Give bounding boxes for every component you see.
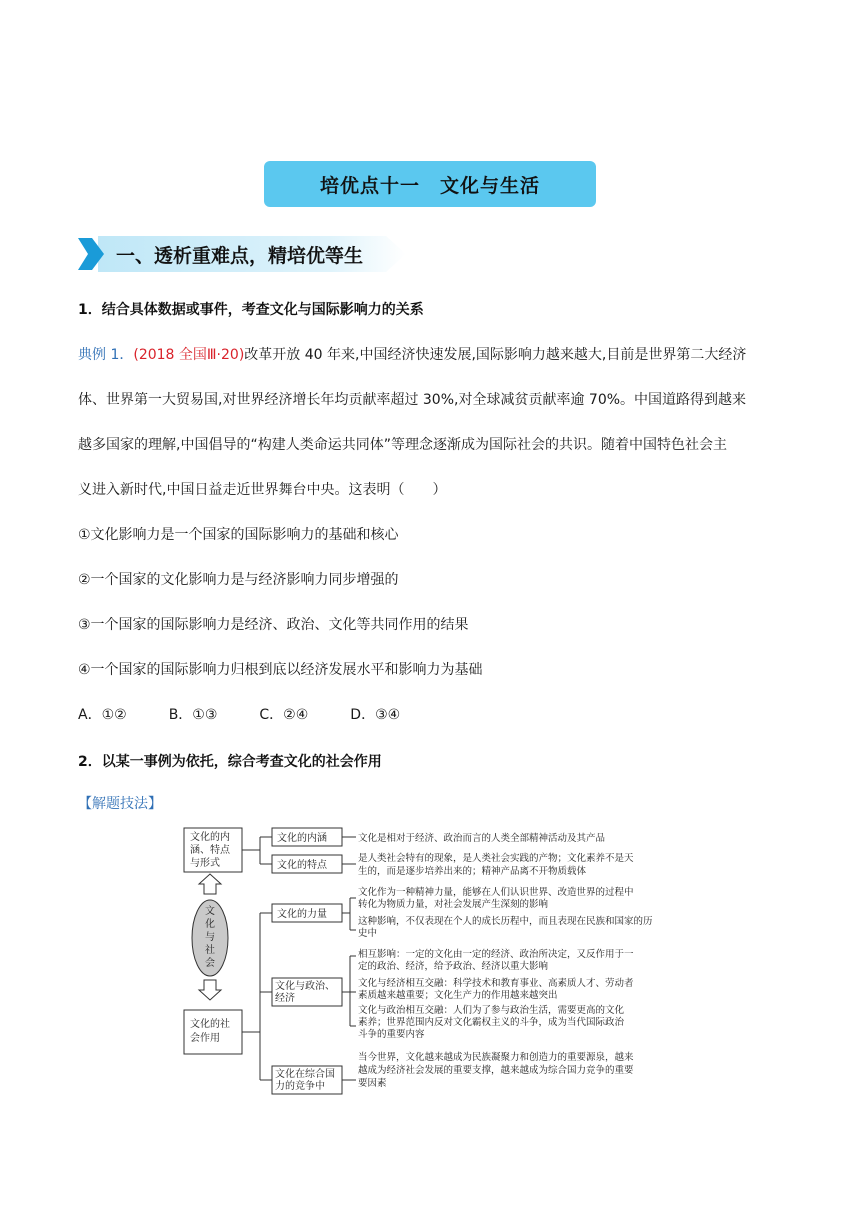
center-char-2: 化: [205, 919, 215, 930]
option-d: D．③④: [350, 707, 401, 723]
text-liliang-4: 史中: [358, 928, 378, 939]
text-liliang-1: 文化作为一种精神力量，能够在人们认识世界、改造世界的过程中: [358, 887, 634, 898]
statement-2: ②一个国家的文化影响力是与经济影响力同步增强的: [78, 572, 399, 588]
example-line-1: [78, 345, 746, 365]
center-char-5: 会: [205, 958, 215, 969]
section-title: 一、透析重难点，精培优等生: [116, 245, 364, 267]
text-jingji-6: 素养；世界范围内反对文化霸权主义的斗争，成为当代国际政治: [358, 1017, 625, 1028]
box-culture-social-role: [184, 1010, 242, 1054]
branch-liliang: 文化的力量: [277, 909, 327, 920]
option-a: A．①②: [78, 707, 127, 723]
statement-4: ④一个国家的国际影响力归根到底以经济发展水平和影响力为基础: [78, 662, 483, 678]
branch-tedian: 文化的特点: [277, 860, 327, 871]
text-liliang-3: 这种影响，不仅表现在个人的成长历程中，而且表现在民族和国家的历: [358, 916, 653, 927]
text-jingji-5: 文化与政治相互交融：人们为了参与政治生活，需要更高的文化: [358, 1005, 625, 1016]
text-jingji-1: 相互影响：一定的文化由一定的经济、政治所决定，又反作用于一: [358, 949, 634, 960]
branch-jingzheng-2: 力的竞争中: [275, 1081, 325, 1092]
example-line-3: 越多国家的理解,中国倡导的“构建人类命运共同体”等理念逐渐成为国际社会的共识。随着中国特色社会主: [78, 437, 727, 453]
text-jingzheng-3: 要因素: [358, 1078, 387, 1089]
option-b: B．①③: [168, 707, 218, 723]
branch-jingji-2: 经济: [275, 993, 295, 1004]
option-c: C．②④: [259, 707, 309, 723]
text-liliang-2: 转化为物质力量，对社会发展产生深刻的影响: [358, 899, 549, 910]
box-top-line-3: 与形式: [190, 858, 220, 869]
box-bottom-line-1: 文化的社: [190, 1019, 230, 1030]
example-text-1: 改革开放 40 年来,中国经济快速发展,国际影响力越来越大,目前是世界第二大经济: [244, 347, 747, 363]
box-top-line-2: 涵、特点: [190, 845, 230, 856]
example-label: 典例 1．: [78, 347, 134, 363]
statement-3: ③一个国家的国际影响力是经济、政治、文化等共同作用的结果: [78, 617, 469, 633]
center-char-3: 与: [205, 932, 215, 943]
center-char-1: 文: [205, 906, 215, 917]
statement-1: ①文化影响力是一个国家的国际影响力的基础和核心: [78, 527, 399, 543]
text-tedian-1: 是人类社会特有的现象，是人类社会实践的产物；文化素养不是天: [358, 853, 634, 864]
topic-2-heading: 2．以某一事例为依托，综合考查文化的社会作用: [78, 754, 382, 770]
branch-jingji-1: 文化与政治、: [275, 981, 335, 992]
example-line-2: 体、世界第一大贸易国,对世界经济增长年均贡献率超过 30%,对全球减贫贡献率逾 70%。中国道路得到越来: [78, 392, 747, 408]
center-char-4: 社: [205, 945, 215, 956]
text-jingzheng-2: 越成为经济社会发展的重要支撑，越来越成为综合国力竞争的重要: [358, 1065, 634, 1076]
answer-options: [78, 705, 442, 725]
branch-neihan: 文化的内涵: [277, 833, 327, 844]
text-neihan: 文化是相对于经济、政治而言的人类全部精神活动及其产品: [358, 833, 606, 844]
box-bottom-line-2: 会作用: [190, 1033, 220, 1044]
text-jingzheng-1: 当今世界，文化越来越成为民族凝聚力和创造力的重要源泉，越来: [358, 1052, 634, 1063]
arrow-up-icon: [199, 874, 221, 894]
topic-1-heading: 1．结合具体数据或事件，考查文化与国际影响力的关系: [78, 302, 424, 318]
method-label: 【解题技法】: [78, 796, 162, 812]
example-line-4: 义进入新时代,中国日益走近世界舞台中央。这表明（ ）: [78, 482, 447, 498]
text-jingji-4: 素质越来越重要；文化生产力的作用越来越突出: [358, 990, 558, 1001]
concept-map-diagram: [180, 826, 680, 1098]
example-source: (2018 全国Ⅲ·20): [133, 347, 245, 363]
arrow-down-icon: [199, 980, 221, 1000]
box-top-line-1: 文化的内: [190, 832, 230, 843]
text-jingji-7: 斗争的重要内容: [358, 1029, 425, 1040]
branch-jingzheng-1: 文化在综合国: [275, 1069, 335, 1080]
text-jingji-2: 定的政治、经济，给予政治、经济以重大影响: [358, 961, 549, 972]
text-jingji-3: 文化与经济相互交融：科学技术和教育事业、高素质人才、劳动者: [358, 978, 634, 989]
page-title: 培优点十一 文化与生活: [264, 161, 596, 207]
text-tedian-2: 生的，而是逐步培养出来的；精神产品离不开物质载体: [358, 866, 587, 877]
